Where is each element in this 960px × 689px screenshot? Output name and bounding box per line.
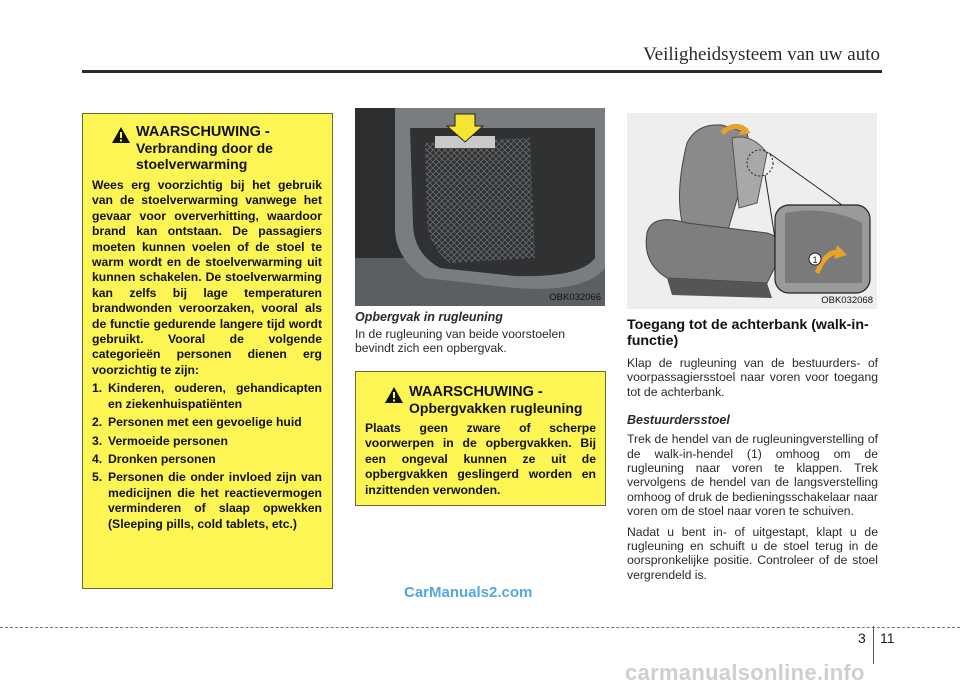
watermark-bottom: carmanualsonline.info <box>625 660 865 685</box>
chapter-title: Veiligheidsysteem van uw auto <box>643 44 880 65</box>
driver-seat-paragraph: Trek de hendel van de rugleuningverstelling of de walk-in-hendel (1) omhoog om de rugleuning naar voren te klappen. Trek vervolgens de hendel van de langsverstelling omhoog of druk de bedieningsschakelaar naar voren om de stoel naar voren te schuiven. <box>627 432 878 519</box>
header-rule <box>82 70 882 73</box>
photo-code: OBK032066 <box>549 292 601 303</box>
seatback-pocket-photo <box>355 108 605 306</box>
warning-subtitle: Verbranding door de stoelverwarming <box>136 140 273 172</box>
list-item: 1. Kinderen, ouderen, gehandicapten en ziekenhuispatiënten <box>92 381 322 411</box>
middle-paragraph: In de rugleuning van beide voorstoelen bevindt zich een opbergvak. <box>355 327 566 356</box>
callout-number: 1 <box>812 255 818 265</box>
warning-header <box>365 384 596 416</box>
intro-paragraph: Klap de rugleuning van de bestuurders- of voorpassagiersstoel naar voren voor toegang tot de achterbank. <box>627 356 878 399</box>
warning-box-heated-seat <box>82 113 333 589</box>
list-item: 4. Dronken personen <box>92 451 216 466</box>
chapter-number: 3 <box>858 630 866 646</box>
warning-list <box>92 381 322 532</box>
list-item: 5. Personen die onder invloed zijn van medicijnen die het reactievermogen verminderen of slaap opwekken (Sleeping pills, cold tablets, etc.) <box>92 470 322 531</box>
footer-rule <box>0 627 960 628</box>
subheading: Bestuurdersstoel <box>627 413 730 428</box>
return-seat-paragraph: Nadat u bent in- of uitgestapt, klapt u de rugleuning en schuift u de stoel terug in de oorspronkelijke positie. Controleer of de stoel vergrendeld is. <box>627 524 878 582</box>
warning-subtitle: Opbergvakken rugleuning <box>409 400 583 416</box>
warning-paragraph: Wees erg voorzichtig bij het gebruik van de stoelverwarming vanwege het gevaar voor oververhitting, waardoor brand kan ontstaan. De passagiers moeten kunnen voelen of de stoel te warm wordt en de stoelverwarming uit kunnen schakelen. De stoelverwarming kan zelfs bij lage temperaturen brandwonden veroorzaken, vooral als de functie gedurende langere tijd wordt gebruikt. Vooral de volgende categorieën personen dienen erg voorzichtig te zijn: <box>92 178 322 377</box>
page-divider <box>873 626 874 664</box>
section-title: Toegang tot de achterbank (walk-in-functie) <box>627 317 869 349</box>
walk-in-seat-photo <box>627 113 877 309</box>
seatback-pocket-illustration <box>355 108 605 306</box>
warning-triangle-icon <box>384 386 404 404</box>
list-item: 3. Vermoeide personen <box>92 433 228 448</box>
right-column <box>627 317 878 582</box>
watermark-top[interactable]: CarManuals2.com <box>404 584 533 601</box>
photo-code: OBK032068 <box>821 295 873 306</box>
warning-paragraph: Plaats geen zware of scherpe voorwerpen in de opbergvakken. Bij een ongeval kunnen ze uit de opbergvakken geslingerd worden en inzittenden verwonden. <box>365 421 596 497</box>
warning-title: WAARSCHUWING - <box>409 384 543 400</box>
photo-caption: Opbergvak in rugleuning <box>355 310 503 324</box>
warning-box-seatback-pocket <box>355 371 606 506</box>
page-number: 11 <box>880 630 895 646</box>
warning-header <box>92 124 322 172</box>
warning-title: WAARSCHUWING - <box>136 124 270 140</box>
list-item: 2. Personen met een gevoelige huid <box>92 415 302 430</box>
seat-walk-in-illustration <box>627 113 877 309</box>
warning-triangle-icon <box>111 126 131 144</box>
